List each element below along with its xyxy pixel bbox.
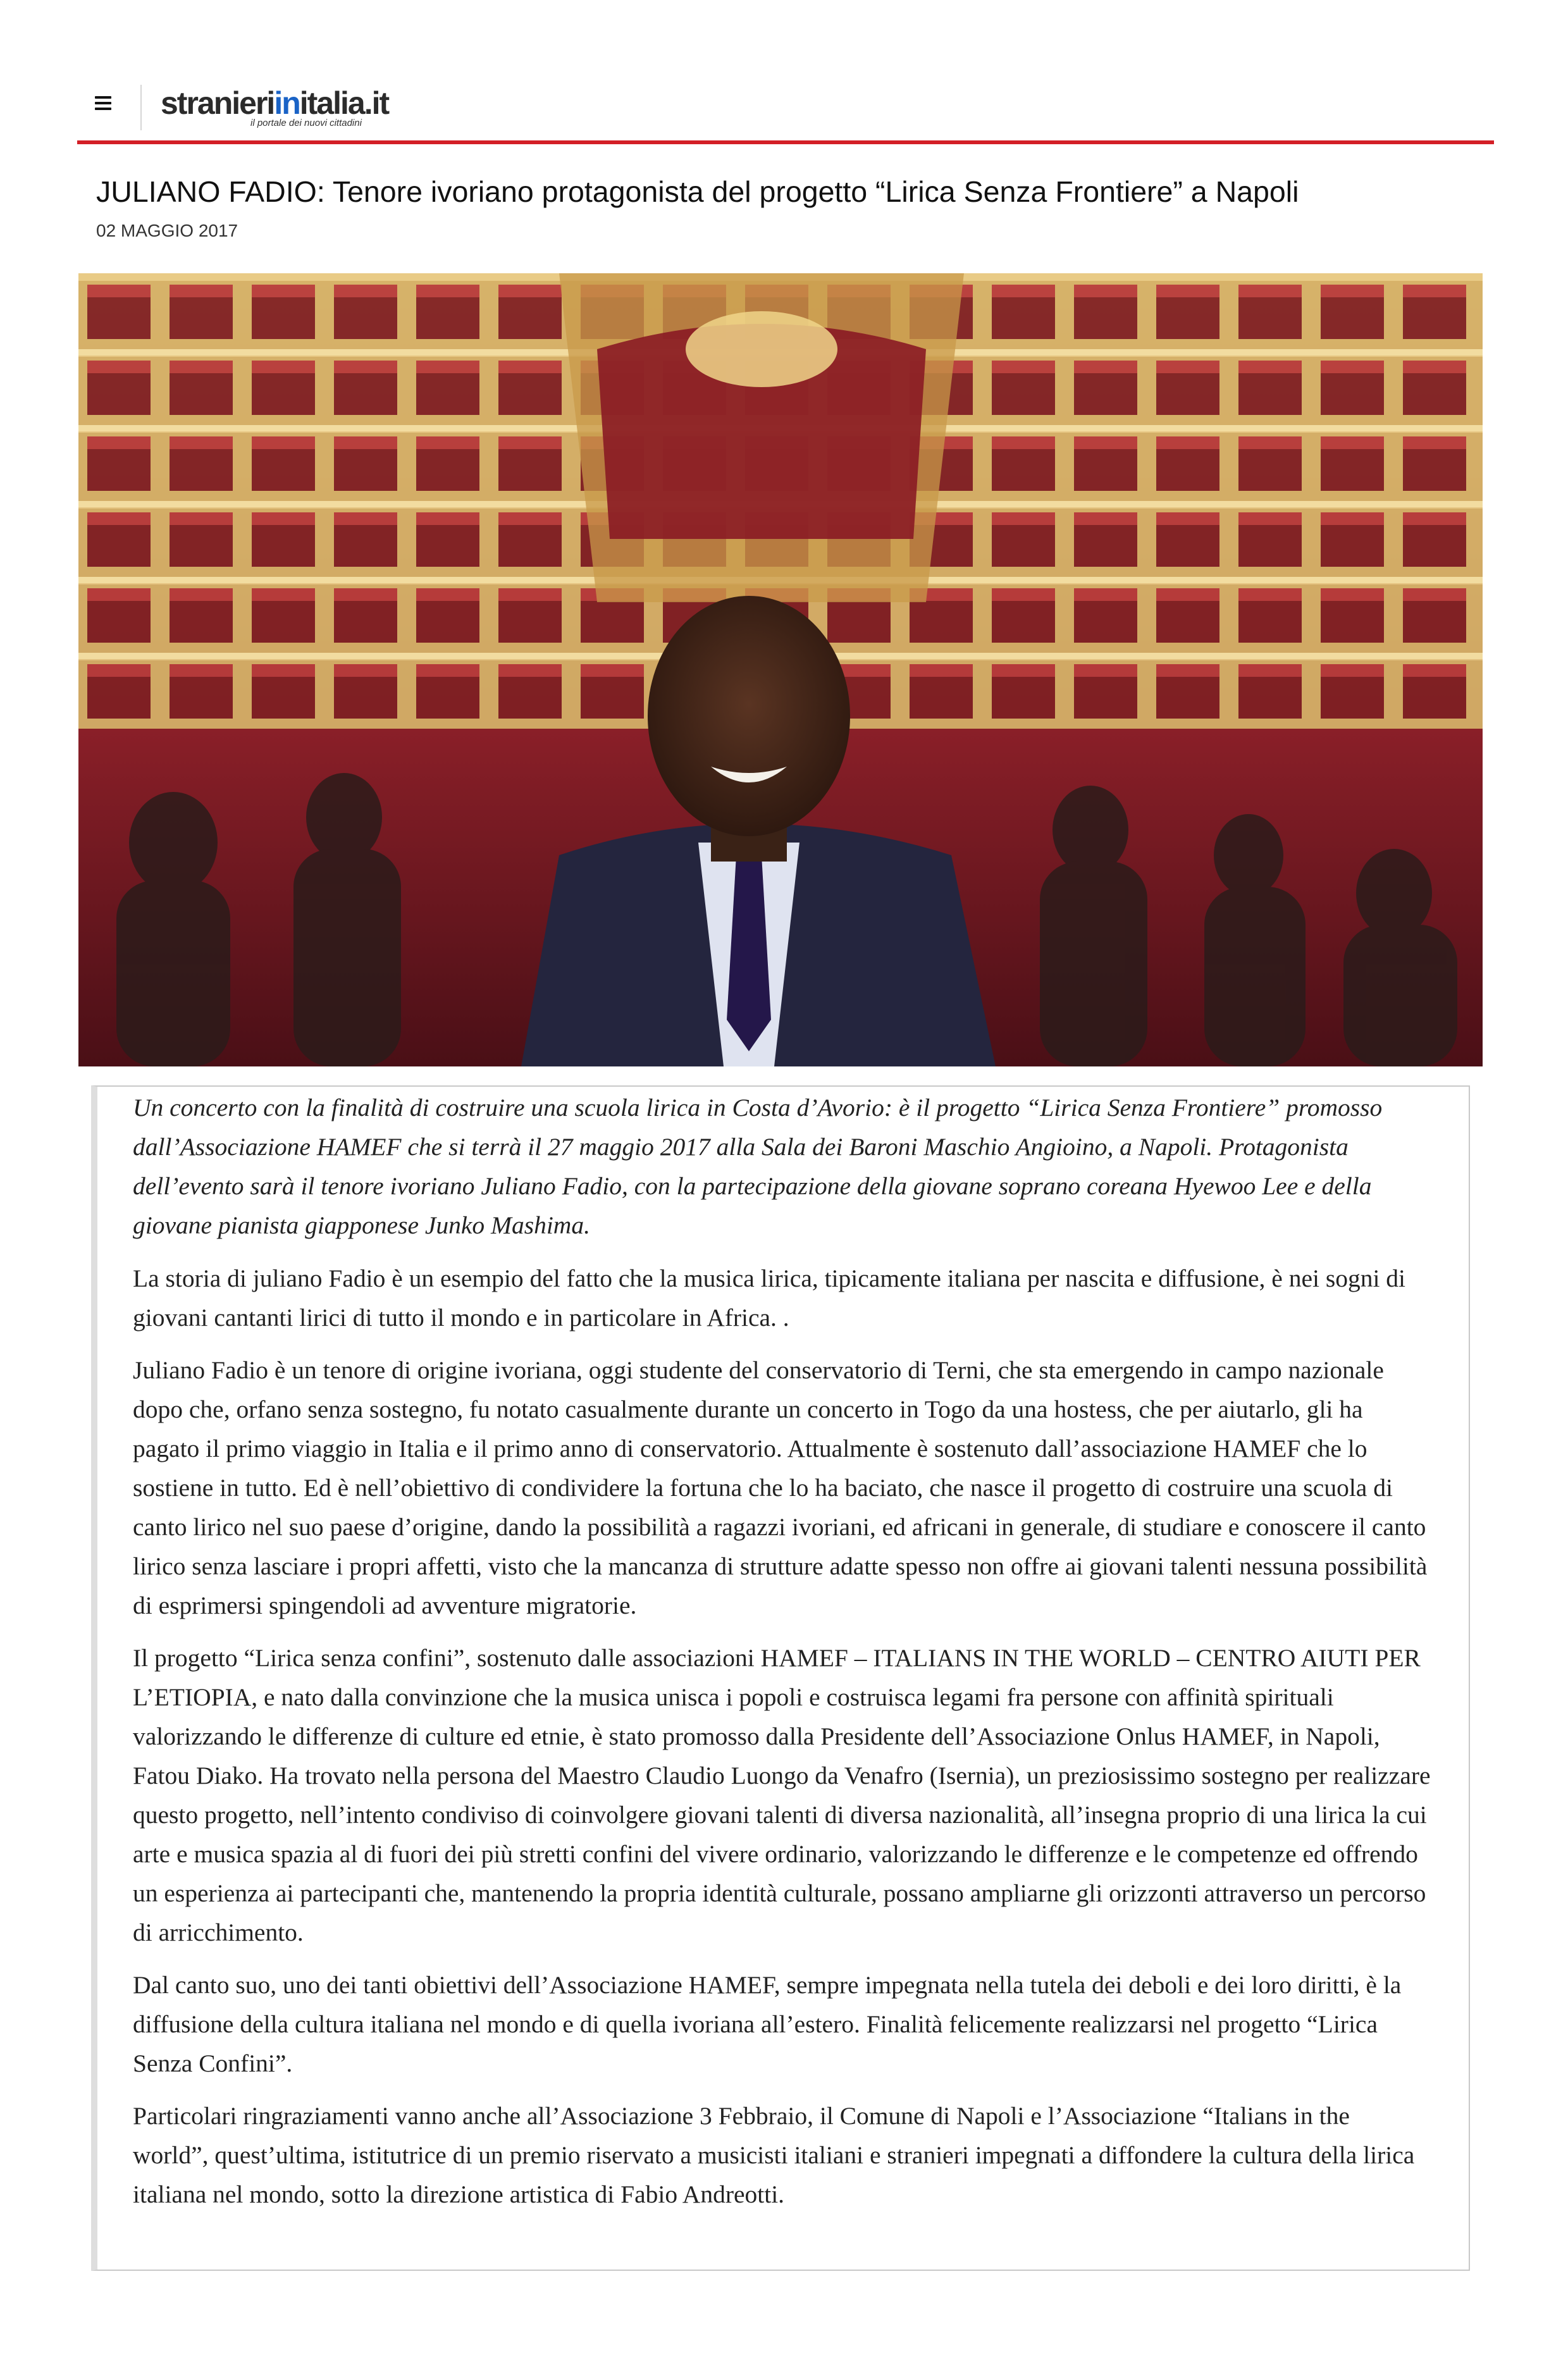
opera-house-photo (78, 273, 1483, 1066)
hamburger-menu-icon[interactable] (95, 96, 111, 110)
site-header (77, 75, 1494, 140)
article-title: JULIANO FADIO: Tenore ivoriano protagonista del progetto “Lirica Senza Frontiere” a Napoli (96, 175, 1299, 208)
article-date: 02 MAGGIO 2017 (96, 221, 238, 240)
article-paragraph: Particolari ringraziamenti vanno anche all’Associazione 3 Febbraio, il Comune di Napoli e l’Associazione “Italians in the world”, quest’ultima, istitutrice di un premio riservato a musicisti italiani e stranieri impegnati a diffondere la cultura della lirica italiana nel mondo, sotto la direzione artistica di Fabio Andreotti. (133, 2102, 1415, 2208)
article-lead: Un concerto con la finalità di costruire una scuola lirica in Costa d’Avorio: è il progetto “Lirica Senza Frontiere” promosso dall’Associazione HAMEF che si terrà il 27 maggio 2017 alla Sala dei Baroni Maschio Angioino, a Napoli. Protagonista dell’evento sarà il tenore ivoriano Juliano Fadio, con la partecipazione della giovane soprano coreana Hyewoo Lee e della giovane pianista giapponese Junko Mashima. (133, 1094, 1383, 1239)
article-paragraph: La storia di juliano Fadio è un esempio del fatto che la musica lirica, tipicamente italiana per nascita e diffusione, è nei sogni di giovani cantanti lirici di tutto il mondo e in particolare in Africa. . (133, 1264, 1406, 1331)
article-paragraph: Juliano Fadio è un tenore di origine ivoriana, oggi studente del conservatorio di Terni, che sta emergendo in campo nazionale dopo che, orfano senza sostegno, fu notato casualmente durante un concerto in Togo da una hostess, che per aiutarlo, gli ha pagato il primo viaggio in Italia e il primo anno di conservatorio. Attualmente è sostenuto dall’associazione HAMEF che lo sostiene in tutto. Ed è nell’obiettivo di condividere la fortuna che lo ha baciato, che nasce il progetto di costruire una scuola di canto lirico nel suo paese d’origine, dando la possibilità a ragazzi ivoriani, ed africani in generale, di studiare e conoscere il canto lirico senza lasciare i propri affetti, visto che la mancanza di strutture adatte spesso non offre ai giovani talenti nessuna possibilità di esprimersi spingendoli ad avventure migratorie. (133, 1356, 1428, 1619)
header-divider (140, 85, 142, 130)
logo-tagline: il portale dei nuovi cittadini (250, 118, 362, 128)
article-paragraph: Il progetto “Lirica senza confini”, sostenuto dalle associazioni HAMEF – ITALIANS IN THE WORLD – CENTRO AIUTI PER L’ETIOPIA, e nato dalla convinzione che la musica unisca i popoli e costruisca legami fra persone con affinità spirituali valorizzando le differenze di culture ed etnie, è stato promosso dalla Presidente dell’Associazione Onlus HAMEF, in Napoli, Fatou Diako. Ha trovato nella persona del Maestro Claudio Luongo da Venafro (Isernia), un preziosissimo sostegno per realizzare questo progetto, nell’intento condiviso di coinvolgere giovani talenti di diversa nazionalità, all’insegna proprio di una lirica la cui arte e musica spazia al di fuori dei più stretti confini del vivere ordinario, valorizzando le differenze e le competenze ed offrendo un esperienza ai partecipanti che, mantenendo la propria identità culturale, possano ampliarne gli orizzonti attraverso un percorso di arricchimento. (133, 1644, 1431, 1946)
article-hero-image (78, 273, 1483, 1066)
article-paragraph: Dal canto suo, uno dei tanti obiettivi dell’Associazione HAMEF, sempre impegnata nella tutela dei deboli e dei loro diritti, è la diffusione della cultura italiana nel mondo e di quella ivoriana all’estero. Finalità felicemente realizzarsi nel progetto “Lirica Senza Confini”. (133, 1971, 1402, 2077)
site-logo[interactable] (161, 86, 388, 128)
header-red-rule (77, 140, 1494, 144)
article-body (91, 1085, 1470, 2271)
logo-wordmark: stranieriinitalia.it (161, 85, 389, 121)
